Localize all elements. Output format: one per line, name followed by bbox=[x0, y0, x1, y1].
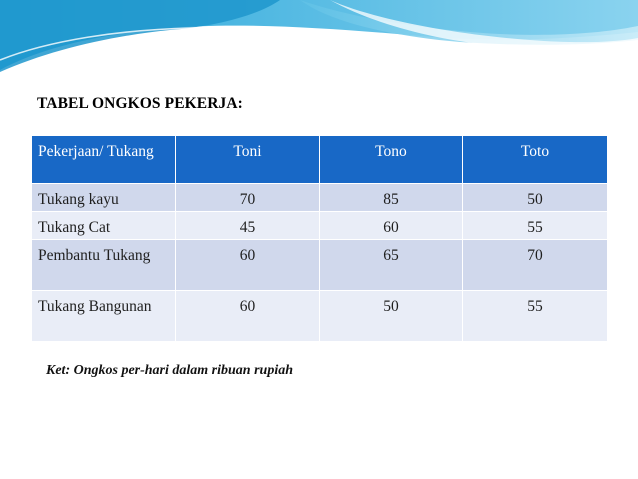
job-cell: Tukang Bangunan bbox=[32, 291, 176, 342]
tono-cell: 50 bbox=[320, 291, 463, 342]
toni-cell: 45 bbox=[176, 212, 320, 240]
table-header-row bbox=[32, 136, 608, 184]
toto-cell: 50 bbox=[463, 184, 608, 212]
tono-cell: 60 bbox=[320, 212, 463, 240]
tono-cell: 65 bbox=[320, 240, 463, 291]
toni-cell: 60 bbox=[176, 240, 320, 291]
decorative-wave-banner bbox=[0, 0, 638, 80]
job-cell: Tukang kayu bbox=[32, 184, 176, 212]
column-header-toni: Toni bbox=[176, 136, 320, 184]
toto-cell: 55 bbox=[463, 291, 608, 342]
toto-cell: 70 bbox=[463, 240, 608, 291]
table-row bbox=[32, 291, 608, 342]
table-row bbox=[32, 212, 608, 240]
tono-cell: 85 bbox=[320, 184, 463, 212]
table-row bbox=[32, 184, 608, 212]
column-header-tono: Tono bbox=[320, 136, 463, 184]
footnote: Ket: Ongkos per-hari dalam ribuan rupiah bbox=[46, 363, 293, 378]
column-header-job: Pekerjaan/ Tukang bbox=[32, 136, 176, 184]
wage-table bbox=[31, 135, 608, 342]
table-row bbox=[32, 240, 608, 291]
toto-cell: 55 bbox=[463, 212, 608, 240]
toni-cell: 60 bbox=[176, 291, 320, 342]
job-cell: Tukang Cat bbox=[32, 212, 176, 240]
toni-cell: 70 bbox=[176, 184, 320, 212]
table-title: TABEL ONGKOS PEKERJA: bbox=[37, 95, 243, 112]
column-header-toto: Toto bbox=[463, 136, 608, 184]
job-cell: Pembantu Tukang bbox=[32, 240, 176, 291]
